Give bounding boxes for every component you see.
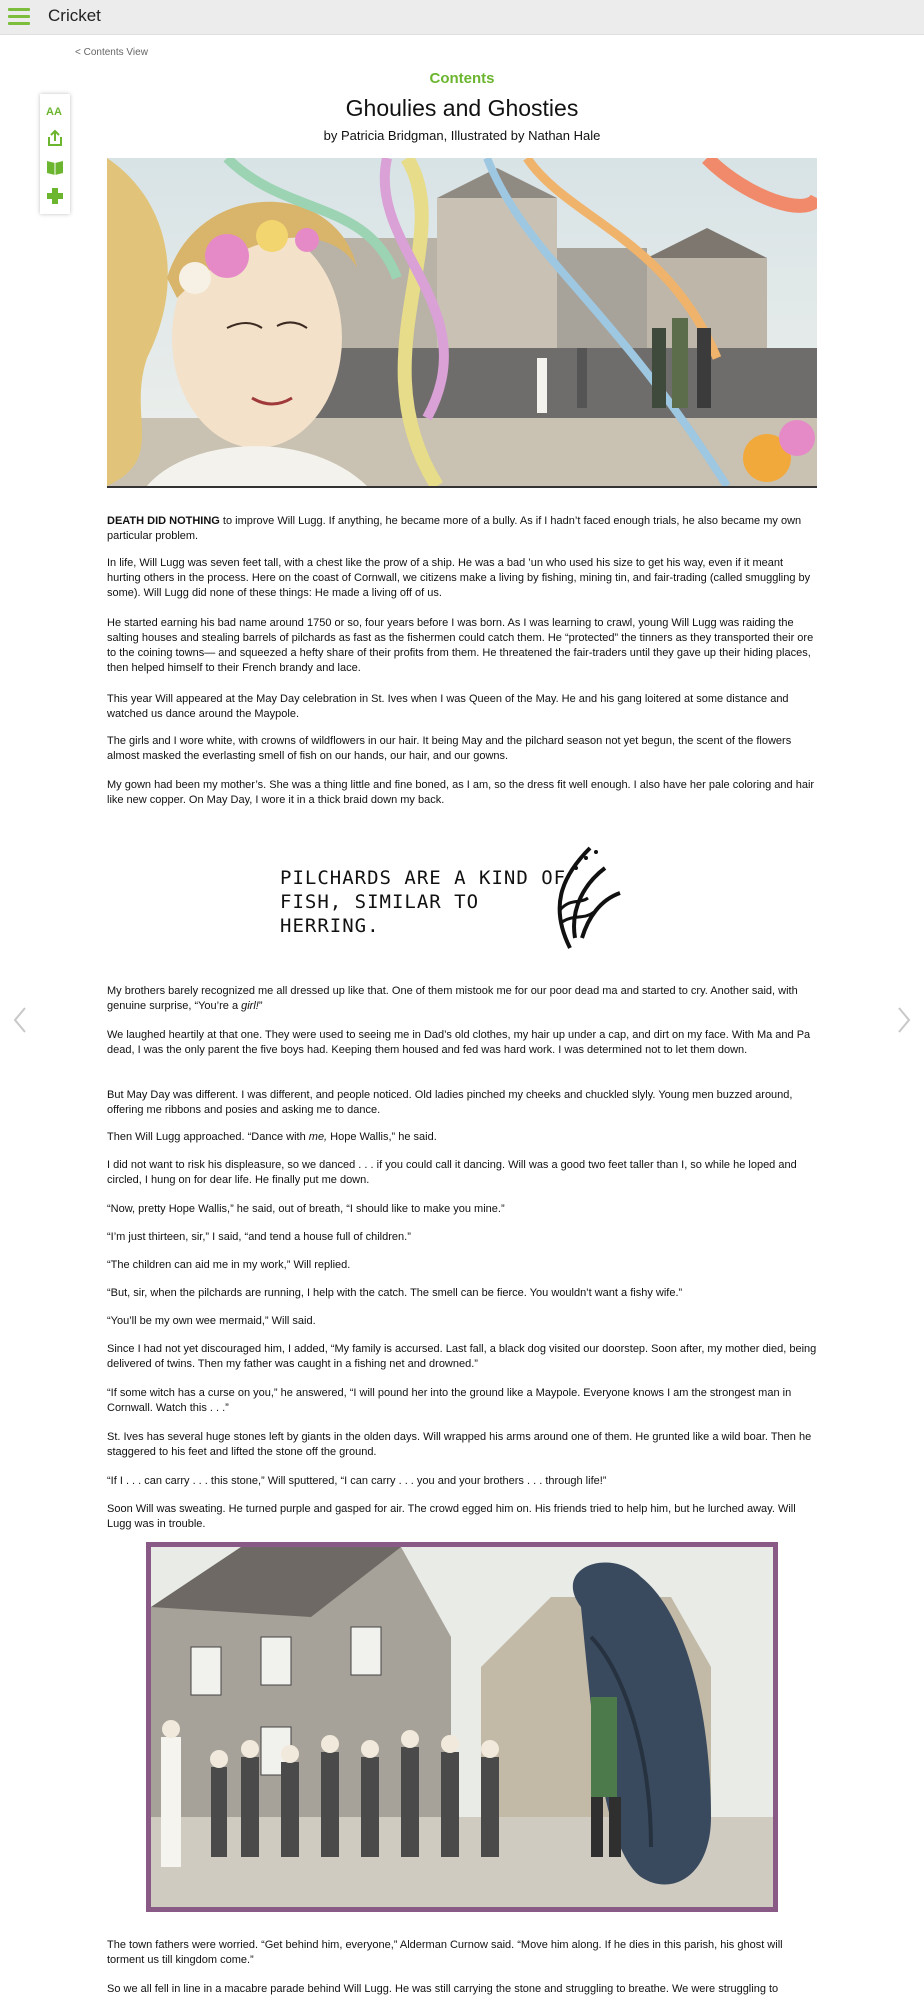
story-paragraph-text: Hope Wallis,” he said. [327, 1131, 437, 1143]
story-paragraph [107, 984, 817, 1014]
story-emphasis: me, [308, 1131, 328, 1143]
story-paragraph-text: ” [258, 1000, 263, 1012]
story-paragraph: St. Ives has several huge stones left by giants in the olden days. Will wrapped his arms around one of them. He grunted like a wild boar. Then he staggered to his feet and lifted the stone off the ground. [107, 1431, 812, 1458]
story-paragraph: The town fathers were worried. “Get behind him, everyone,” Alderman Curnow said. “Move him along. If he dies in this parish, his ghost will torment us till kingdom come.” [107, 1939, 783, 1966]
pilchard-note: PILCHARDS ARE A KIND OF FISH, SIMILAR TO HERRING. [280, 867, 567, 937]
story-paragraph: We laughed heartily at that one. They were used to seeing me in Dad’s old clothes, my hair up under a cap, and dirt on my face. With Ma and Pa dead, I was the only parent the five boys had. Keeping them housed and fed was hard work. I was determined not to let them down. [107, 1029, 811, 1056]
story-paragraph: “I’m just thirteen, sir,” I said, “and tend a house full of children.” [107, 1231, 411, 1243]
story-paragraph: I did not want to risk his displeasure, so we danced . . . if you could call it dancing. Will was a good two feet taller than I, so while he loped and circled, I hung on for dear life. He finally put me down. [107, 1159, 797, 1186]
story-paragraph: “You’ll be my own wee mermaid,” Will said. [107, 1315, 316, 1327]
story-paragraph: My gown had been my mother’s. She was a thing little and fine boned, as I am, so the dress fit well enough. I also have her pale coloring and hair like new copper. On May Day, I wore it in a thick braid down my back. [107, 779, 815, 806]
story-paragraph: “If I . . . can carry . . . this stone,” Will sputtered, “I can carry . . . you and your brothers . . . through life!” [107, 1475, 607, 1487]
section-label[interactable]: Contents [429, 70, 495, 87]
story-paragraph: So we all fell in line in a macabre parade behind Will Lugg. He was still carrying the stone and struggling to breathe. We were struggling to [107, 1983, 779, 1995]
story-paragraph: This year Will appeared at the May Day celebration in St. Ives when I was Queen of the May. He and his gang loitered at some distance and watched us dance around the Maypole. [107, 693, 789, 720]
puzzle-icon[interactable] [45, 186, 65, 206]
byline: by Patricia Bridgman, Illustrated by Nathan Hale [323, 128, 601, 143]
story-paragraph-text: Then Will Lugg approached. “Dance with [107, 1131, 309, 1143]
contents-view-link[interactable]: < Contents View [75, 47, 148, 58]
story-paragraph: “If some witch has a curse on you,” he answered, “I will pound her into the ground like a Maypole. Everyone knows I am the strongest man in Cornwall. Watch this . . .” [107, 1387, 792, 1414]
story-paragraph: “Now, pretty Hope Wallis,” he said, out of breath, “I should like to make you mine.” [107, 1203, 505, 1215]
text-size-label: AA [46, 106, 62, 118]
page-title: Ghoulies and Ghosties [345, 95, 579, 121]
story-paragraph [107, 514, 817, 544]
top-bar [0, 0, 924, 35]
story-paragraph: “But, sir, when the pilchards are running, I help with the catch. The smell can be fierce. You wouldn’t want a fishy wife.” [107, 1287, 683, 1299]
story-paragraph: The girls and I wore white, with crowns of wildflowers in our hair. It being May and the pilchard season not yet begun, the scent of the flowers almost masked the everlasting smell of fish on our hands, our hair, and our gowns. [107, 735, 792, 762]
story-paragraph-text: My brothers barely recognized me all dressed up like that. One of them mistook me for our poor dead ma and started to cry. Another said, with genuine surprise, “You’re a [107, 985, 798, 1012]
story-paragraph: “The children can aid me in my work,” Will replied. [107, 1259, 351, 1271]
story-paragraph [107, 1130, 817, 1145]
hero-illustration [107, 158, 817, 488]
book-icon[interactable] [45, 157, 65, 177]
app-title: Cricket [48, 6, 101, 25]
story-lead-in: DEATH DID NOTHING [107, 515, 220, 527]
story-paragraph: He started earning his bad name around 1750 or so, four years before I was born. As I was learning to crawl, young Will Lugg was raiding the salting houses and stealing barrels of pilchards as fast as the fishermen could catch them. He “protected” the tinners as they transported their ore to the coining towns— and squeezed a hefty share of their profits from them. He threatened the fair-traders until they gave up their hiding places, then helped himself to their French brandy and lace. [107, 617, 814, 674]
story-paragraph: In life, Will Lugg was seven feet tall, with a chest like the prow of a ship. He was a bad ’un who used his size to get his way, even if it meant hurting others in the process. Here on the coast of Cornwall, we citizens make a living by fishing, mining tin, and fair-trading (called smuggling by some). Will Lugg did none of these things: He made a living off of us. [107, 557, 811, 599]
story-paragraph-text: to improve Will Lugg. If anything, he became more of a bully. As if I hadn’t faced enough trials, he also became my own particular problem. [107, 515, 802, 542]
next-page-arrow[interactable] [896, 1006, 912, 1034]
menu-icon[interactable] [8, 8, 30, 26]
story-emphasis: girl! [241, 1000, 259, 1012]
story-paragraph: Since I had not yet discouraged him, I added, “My family is accursed. Last fall, a black dog visited our doorstep. Soon after, my mother died, being delivered of twins. Then my father was caught in a fishing net and drowned.” [107, 1343, 817, 1370]
previous-page-arrow[interactable] [12, 1006, 28, 1034]
stone-illustration [146, 1542, 778, 1912]
story-paragraph: But May Day was different. I was different, and people noticed. Old ladies pinched my cheeks and chuckled slyly. Young men buzzed around, offering me ribbons and posies and asking me to dance. [107, 1089, 793, 1116]
story-paragraph: Soon Will was sweating. He turned purple and gasped for air. The crowd egged him on. His friends tried to help him, but he lurched away. Will Lugg was in trouble. [107, 1503, 796, 1530]
